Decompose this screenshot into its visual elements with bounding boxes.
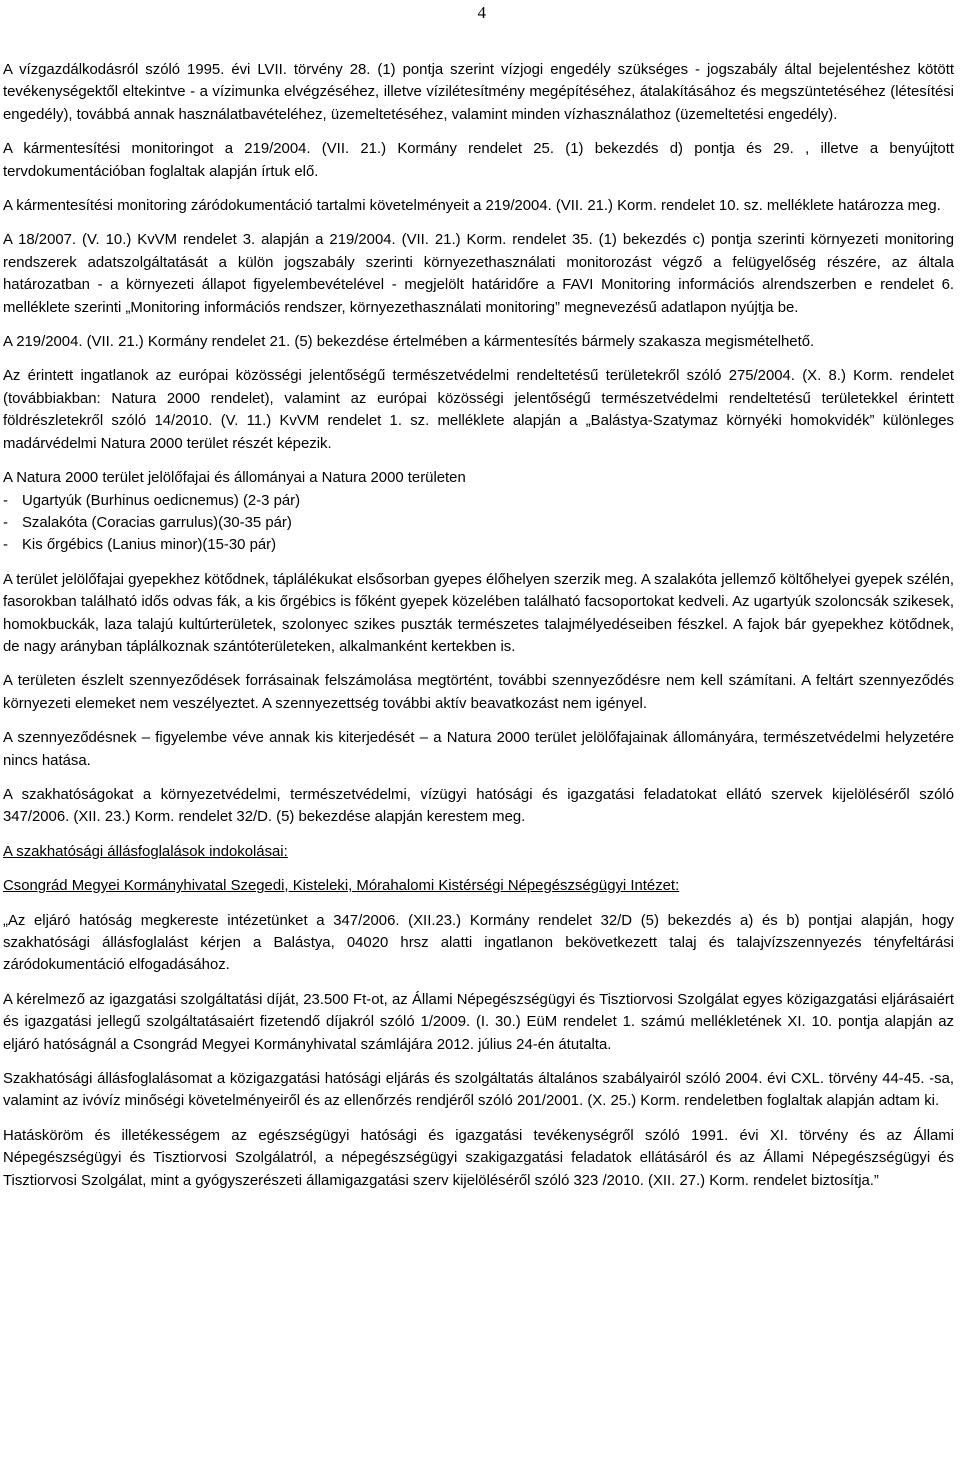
- species-item: [3, 534, 954, 556]
- paragraph-water-law: A vízgazdálkodásról szóló 1995. évi LVII. törvény 28. (1) pontja szerint vízjogi engedély szükséges - jogszabály által bejelentéshez kötött tevékenységektől eltekintve - a vízimunka elvégzéséhez, illetve vízilétesítmény megépítéséhez, átalakításához és megszüntetéséhez (létesítési engedély), továbbá annak használatbavételéhez, üzemeltetéséhez, valamint minden vízhasználathoz (üzemeltetési engedély).: [3, 62, 954, 123]
- list-dash: -: [3, 537, 8, 554]
- paragraph-closing-document: A kármentesítési monitoring záródokumentáció tartalmi követelményeit a 219/2004. (VII. 21.) Korm. rendelet 10. sz. melléklete határozza meg.: [3, 198, 941, 215]
- document-body: [3, 59, 954, 1204]
- paragraph-data-reporting: A 18/2007. (V. 10.) KvVM rendelet 3. alapján a 219/2004. (VII. 21.) Korm. rendelet 35. (1) bekezdés c) pontja szerinti környezeti monitoring rendszerek adatszolgáltatását a külön jogszabály szerinti környezethasználati monitorozást végző a felügyelőség részére, az általa határozatban - a környezeti állapot figyelembevételével - megjelölt határidőre a FAVI Monitoring információs alrendszerben e rendelet 6. melléklete szerinti „Monitoring információs rendszer, környezethasználati monitoring” megnevezésű adatlapon nyújtja be.: [3, 232, 954, 316]
- paragraph-monitoring-basis: A kármentesítési monitoringot a 219/2004. (VII. 21.) Kormány rendelet 25. (1) bekezdés d) pontja és 29. , illetve a benyújtott tervdokumentációban foglaltak alapján írtuk elő.: [3, 141, 954, 180]
- paragraph-species-habitat: A terület jelölőfajai gyepekhez kötődnek, táplálékukat elsősorban gyepes élőhelyen szerzik meg. A szalakóta jellemző költőhelyei gyepek szélén, fasorokban található idős odvas fák, a kis őrgébics is főként gyepek közelében található facsoportokat kedveli. Az ugartyúk szoloncsák szikesek, homokbuckák, laza talajú kultúrterületek, szolonyec szikes puszták természetes talajmélyedéseiben fészkel. A fajok bár gyepekhez kötődnek, de nagy arányban táplálkoznak szántóterületeken, alkalmanként kertekben is.: [3, 571, 954, 655]
- species-text: Kis őrgébics (Lanius minor)(15-30 pár): [22, 537, 277, 554]
- paragraph-legal-basis: Szakhatósági állásfoglalásomat a közigazgatási hatósági eljárás és szolgáltatás általános szabályairól szóló 2004. évi CXL. törvény 44-45. -sa, valamint az ivóvíz minőségi követelményeiről és az ellenőrzés rendjéről szóló 201/2001. (X. 25.) Korm. rendeletben foglaltak alapján adtam ki.: [3, 1071, 954, 1110]
- species-item: [3, 490, 954, 512]
- species-list: [3, 490, 954, 557]
- paragraph-repeatability: A 219/2004. (VII. 21.) Kormány rendelet 21. (5) bekezdése értelmében a kármentesítés bármely szakasza megismételhető.: [3, 334, 815, 351]
- section-heading-justifications: A szakhatósági állásfoglalások indokolásai:: [3, 843, 288, 860]
- paragraph-natura-area: Az érintett ingatlanok az európai közösségi jelentőségű természetvédelmi rendeltetésű területekről szóló 275/2004. (X. 8.) Korm. rendelet (továbbiakban: Natura 2000 rendelet), valamint az európai közösségi jelentőségű természetvédelmi rendeltetésű területekkel érintett földrészletekről szóló 14/2010. (V. 11.) KvVM rendelet 1. sz. melléklete alapján a „Balástya-Szatymaz környéki homokvidék” különleges madárvédelmi Natura 2000 terület részét képezik.: [3, 368, 954, 452]
- paragraph-natura-species-intro: A Natura 2000 terület jelölőfajai és állományai a Natura 2000 területen: [3, 470, 466, 487]
- list-dash: -: [3, 514, 8, 531]
- paragraph-institute-request: „Az eljáró hatóság megkereste intézetünket a 347/2006. (XII.23.) Kormány rendelet 32/D (5) bekezdés a) és b) pontjai alapján, hogy szakhatósági állásfoglalást kérjen a Balástya, 04020 hrsz alatti ingatlanon bekövetkezett talaj és talajvízszennyezés tényfeltárási záródokumentáció elfogadásához.: [3, 912, 954, 974]
- section-heading-health-institute: Csongrád Megyei Kormányhivatal Szegedi, Kisteleki, Mórahalomi Kistérségi Népegészségügyi Intézet:: [3, 878, 680, 895]
- list-dash: -: [3, 492, 8, 509]
- species-text: Ugartyúk (Burhinus oedicnemus) (2-3 pár): [22, 492, 301, 509]
- species-item: [3, 512, 954, 534]
- paragraph-natura-impact: A szennyeződésnek – figyelembe véve annak kis kiterjedését – a Natura 2000 terület jelölőfajainak állományára, természetvédelmi helyzetére nincs hatása.: [3, 730, 954, 769]
- paragraph-authorities: A szakhatóságokat a környezetvédelmi, természetvédelmi, vízügyi hatósági és igazgatási feladatokat ellátó szervek kijelöléséről szóló 347/2006. (XII. 23.) Korm. rendelet 32/D. (5) bekezdése alapján kerestem meg.: [3, 786, 954, 826]
- species-text: Szalakóta (Coracias garrulus)(30-35 pár): [22, 514, 292, 531]
- page-number: 4: [477, 3, 486, 22]
- paragraph-competence: Hatásköröm és illetékességem az egészségügyi hatósági és igazgatási tevékenységről szóló 1991. évi XI. törvény és az Állami Népegészségügyi és Tisztiorvosi Szolgálatról, a népegészségügyi szakigazgatási feladatok ellátásáról és az Állami Népegészségügyi és Tisztiorvosi Szolgálat, mint a gyógyszerészeti államigazgatási szerv kijelöléséről szóló 323 /2010. (XII. 27.) Korm. rendelet biztosítja.”: [3, 1127, 954, 1189]
- paragraph-fee: A kérelmező az igazgatási szolgáltatási díját, 23.500 Ft-ot, az Állami Népegészségügyi és Tisztiorvosi Szolgálat egyes közigazgatási eljárásaiért és igazgatási jellegű szolgáltatásaiért fizetendő díjakról szóló 1/2009. (I. 30.) EüM rendelet 1. számú mellékletének XI. 10. pontja alapján az eljáró hatóságnál a Csongrád Megyei Kormányhivatal számlájára 2012. július 24-én átutalta.: [3, 991, 954, 1053]
- paragraph-contamination-status: A területen észlelt szennyeződések forrásainak felszámolása megtörtént, további szennyeződésre nem kell számítani. A feltárt szennyeződés környezeti elemeket nem veszélyeztet. A szennyezettség további aktív beavatkozást nem igényel.: [3, 673, 954, 712]
